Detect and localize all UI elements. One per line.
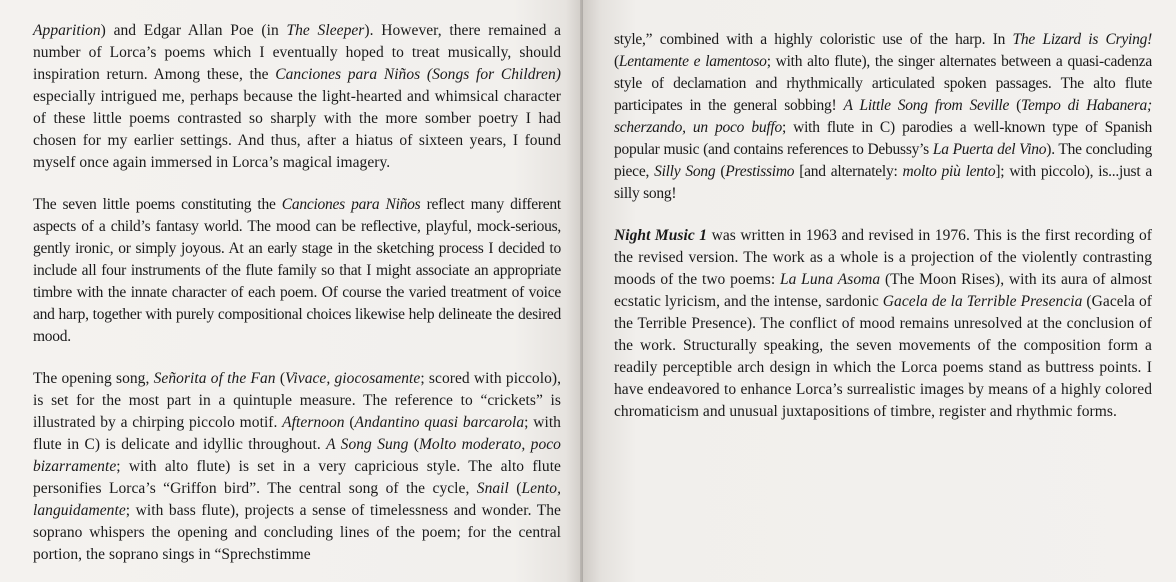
left-page bbox=[0, 0, 583, 582]
left-paragraph-1: Apparition) and Edgar Allan Poe (in The Sleeper). However, there remained a number of Lorca’s poems which I eventually hoped to treat musically, should inspiration return. Among these, the Canciones para Niños (Songs for Children) especially intrigued me, perhaps because the light-hearted and whimsical character of these little poems contrasted so sharply with the more somber poetry I had chosen for my earlier settings. And thus, after a hiatus of sixteen years, I found myself once again immersed in Lorca’s magical imagery. bbox=[33, 22, 561, 171]
left-paragraph-3: The opening song, Señorita of the Fan (Vivace, giocosamente; scored with piccolo), is set for the most part in a quintuple measure. The reference to “crickets” is illustrated by a chirping piccolo motif. Afternoon (Andantino quasi barcarola; with flute in C) is delicate and idyllic throughout. A Song Sung (Molto moderato, poco bizarramente; with alto flute) is set in a very capricious style. The alto flute personifies Lorca’s “Griffon bird”. The central song of the cycle, Snail (Lento, languidamente; with bass flute), projects a sense of timelessness and wonder. The soprano whispers the opening and concluding lines of the poem; for the central portion, the soprano sings in “Sprechstimme bbox=[33, 370, 562, 563]
right-paragraph-1: style,” combined with a highly coloristic use of the harp. In The Lizard is Crying! (Lentamente e lamentoso; with alto flute), the singer alternates between a quasi-cadenza style of declamation and rhythmically articulated spoken passages. The alto flute participates in the general sobbing! A Little Song from Seville (Tempo di Habanera; scherzando, un poco buffo; with flute in C) parodies a well-known type of Spanish popular music (and contains references to Debussy’s La Puerta del Vino). The concluding piece, Silly Song (Prestissimo [and alternately: molto più lento]; with piccolo), is...just a silly song! bbox=[614, 31, 1153, 202]
left-paragraph-2: The seven little poems constituting the Canciones para Niños reflect many different aspects of a child’s fantasy world. The mood can be reflective, playful, mock-serious, gently ironic, or simply joyous. At an early stage in the sketching process I decided to include all four instruments of the flute family so that I might associate an appropriate timbre with the innate character of each poem. Of course the varied treatment of voice and harp, together with purely compositional choices likewise help delineate the desired mood. bbox=[33, 196, 561, 345]
right-page bbox=[583, 0, 1176, 582]
right-paragraph-2: Night Music 1 was written in 1963 and revised in 1976. This is the first recording of the revised version. The work as a whole is a projection of the violently contrasting moods of the two poems: La Luna Asoma (The Moon Rises), with its aura of almost ecstatic lyricism, and the intense, sardonic Gacela de la Terrible Presencia (Gacela of the Terrible Presence). The conflict of mood remains unresolved at the conclusion of the work. Structurally speaking, the seven movements of the composition form a readily perceptible arch design in which the Lorca poems stand as buttress points. I have endeavored to enhance Lorca’s surrealistic images by means of a highly colored chromaticism and unusual juxtapositions of timbre, register and rhythmic forms. bbox=[614, 227, 1152, 420]
